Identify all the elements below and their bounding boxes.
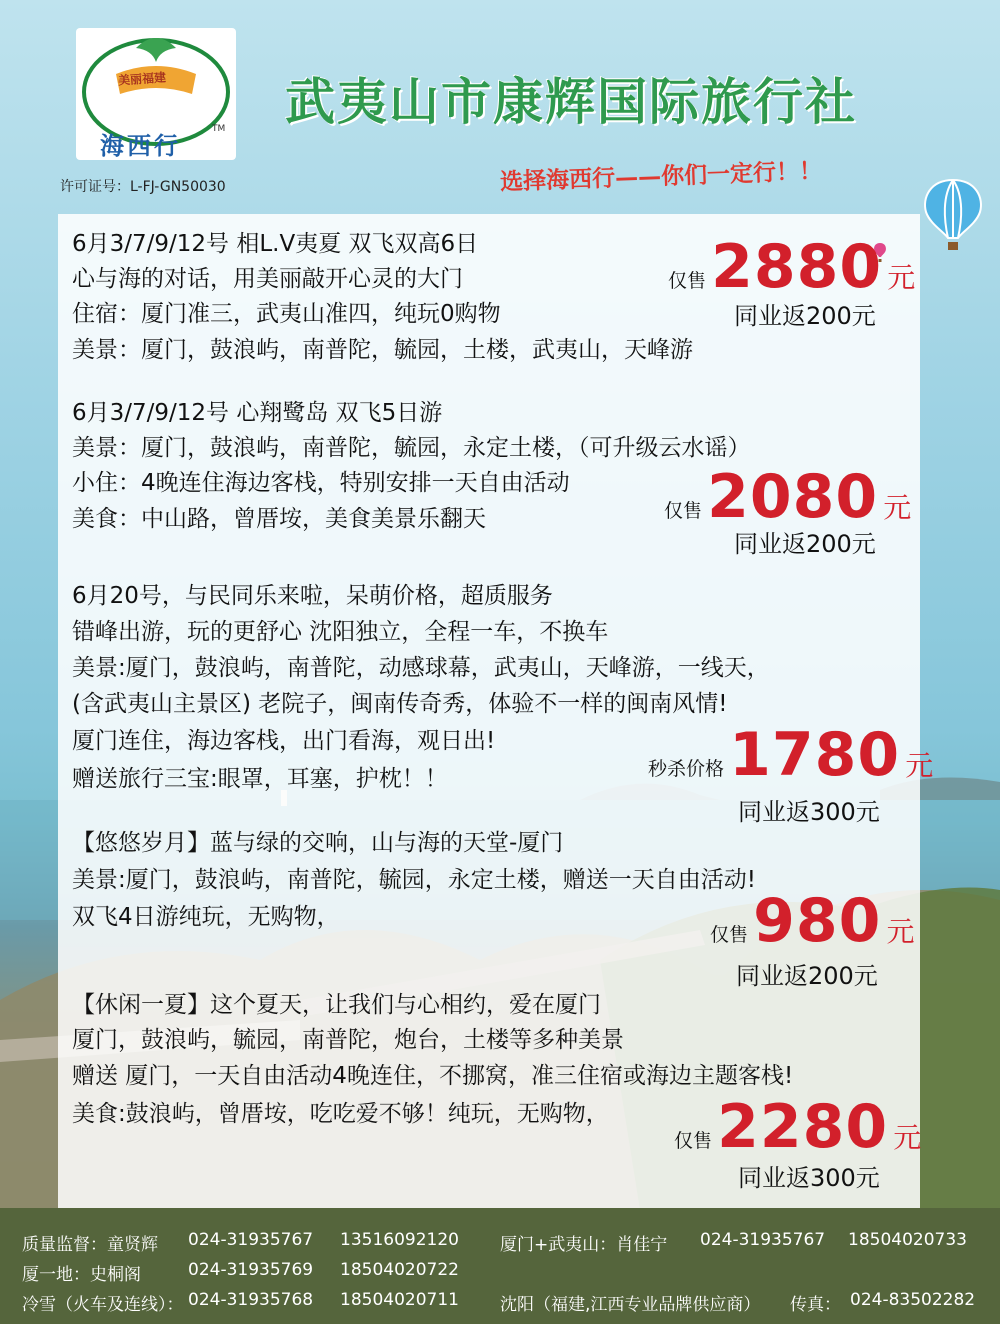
price-unit: 元 xyxy=(893,1121,922,1154)
company-logo xyxy=(76,28,236,160)
price-value: 2080 xyxy=(707,462,879,532)
footer-row-1 xyxy=(22,1230,158,1255)
slogan: 选择海西行——你们一定行！！ xyxy=(499,158,823,196)
hot-air-balloon-icon xyxy=(918,176,988,256)
logo-banner-text: 美丽福建 xyxy=(117,70,167,88)
phone: 024-31935767 xyxy=(700,1230,826,1250)
contact-name: 厦一地：史桐阁 xyxy=(22,1265,141,1285)
phone: 024-31935769 xyxy=(188,1260,314,1280)
price-unit: 元 xyxy=(883,491,912,524)
mobile: 18504020722 xyxy=(340,1260,459,1280)
contact-name: 厦门+武夷山：肖佳宁 xyxy=(500,1235,668,1255)
package-2-line-1: 6月3/7/9/12号 心翔鹭岛 双飞5日游 xyxy=(72,400,443,426)
package-3-line-1: 6月20号，与民同乐来啦，呆萌价格，超质服务 xyxy=(72,583,553,609)
package-2-rebate: 同业返200元 xyxy=(734,530,876,558)
package-1-line-2: 心与海的对话，用美丽敲开心灵的大门 xyxy=(72,266,463,292)
price-label: 仅售 xyxy=(664,500,703,522)
fax-number: 024-83502282 xyxy=(850,1290,976,1310)
package-3-rebate: 同业返300元 xyxy=(738,798,880,826)
package-1-line-1: 6月3/7/9/12号 相L.V夷夏 双飞双高6日 xyxy=(72,231,479,257)
contact-name: 质量监督：童贤辉 xyxy=(22,1235,158,1255)
price-label: 秒杀价格 xyxy=(648,758,725,780)
package-4-line-3: 双飞4日游纯玩，无购物， xyxy=(72,904,340,930)
price-label: 仅售 xyxy=(710,924,749,946)
phone: 024-31935767 xyxy=(188,1230,314,1250)
agency-title: 武夷山市康辉国际旅行社 xyxy=(285,73,857,131)
package-1-price xyxy=(668,232,915,302)
contact-name: 冷雪（火车及连线）： xyxy=(22,1295,184,1315)
package-5-line-2: 厦门，鼓浪屿，毓园，南普陀，炮台，土楼等多种美景 xyxy=(72,1027,624,1053)
package-3-line-5: 厦门连住，海边客栈，出门看海，观日出! xyxy=(72,728,496,754)
package-5-line-4: 美食:鼓浪屿，曾厝垵，吃吃爱不够！纯玩，无购物， xyxy=(72,1101,609,1127)
mobile: 18504020711 xyxy=(340,1290,459,1310)
price-value: 2880 xyxy=(711,232,883,302)
mobile: 18504020733 xyxy=(848,1230,967,1250)
price-label: 仅售 xyxy=(668,270,707,292)
mobile: 13516092120 xyxy=(340,1230,459,1250)
price-value: 1780 xyxy=(729,720,901,790)
fax-label: 传真： xyxy=(790,1295,841,1315)
package-1-rebate: 同业返200元 xyxy=(734,302,876,330)
package-5-price xyxy=(674,1092,921,1162)
package-5-line-3: 赠送 厦门，一天自由活动4晚连住，不挪窝，准三住宿或海边主题客栈! xyxy=(72,1063,794,1089)
package-4-price xyxy=(710,886,914,956)
package-2-price xyxy=(664,462,911,532)
package-3-line-6: 赠送旅行三宝:眼罩，耳塞，护枕！！ xyxy=(72,766,448,792)
package-2-line-3: 小住：4晚连住海边客栈，特别安排一天自由活动 xyxy=(72,470,570,496)
price-value: 980 xyxy=(753,886,882,956)
package-5-rebate: 同业返300元 xyxy=(738,1164,880,1192)
price-unit: 元 xyxy=(905,749,934,782)
package-3-line-2: 错峰出游，玩的更舒心 沈阳独立，全程一车，不换车 xyxy=(72,619,609,645)
package-5-line-1: 【休闲一夏】这个夏天，让我们与心相约，爱在厦门 xyxy=(72,992,601,1018)
package-3-price xyxy=(648,720,933,790)
package-3-line-4: (含武夷山主景区) 老院子，闽南传奇秀，体验不一样的闽南风情! xyxy=(72,691,728,717)
package-1-line-4: 美景：厦门，鼓浪屿，南普陀，毓园，土楼，武夷山，天峰游 xyxy=(72,337,693,363)
phone: 024-31935768 xyxy=(188,1290,314,1310)
package-2-line-2: 美景：厦门，鼓浪屿，南普陀，毓园，永定土楼，（可升级云水谣） xyxy=(72,435,751,461)
contact-footer xyxy=(0,1208,1000,1324)
price-label: 仅售 xyxy=(674,1130,713,1152)
package-4-line-1: 【悠悠岁月】蓝与绿的交响，山与海的天堂-厦门 xyxy=(72,830,564,856)
package-2-line-4: 美食：中山路，曾厝垵，美食美景乐翻天 xyxy=(72,506,486,532)
package-1-line-3: 住宿：厦门准三，武夷山准四，纯玩0购物 xyxy=(72,301,501,327)
price-value: 2280 xyxy=(717,1092,889,1162)
logo-trademark: TM xyxy=(212,124,226,134)
supplier-note: 沈阳（福建,江西专业品牌供应商） xyxy=(500,1295,761,1315)
price-unit: 元 xyxy=(887,261,916,294)
price-unit: 元 xyxy=(886,915,915,948)
package-4-line-2: 美景:厦门，鼓浪屿，南普陀，毓园，永定土楼，赠送一天自由活动! xyxy=(72,867,756,893)
package-4-rebate: 同业返200元 xyxy=(736,962,878,990)
package-3-line-3: 美景:厦门，鼓浪屿，南普陀，动感球幕，武夷山，天峰游，一线天， xyxy=(72,655,770,681)
logo-brand-text: 海西行 xyxy=(100,132,181,160)
license-number: 许可证号：L-FJ-GN50030 xyxy=(60,179,226,195)
